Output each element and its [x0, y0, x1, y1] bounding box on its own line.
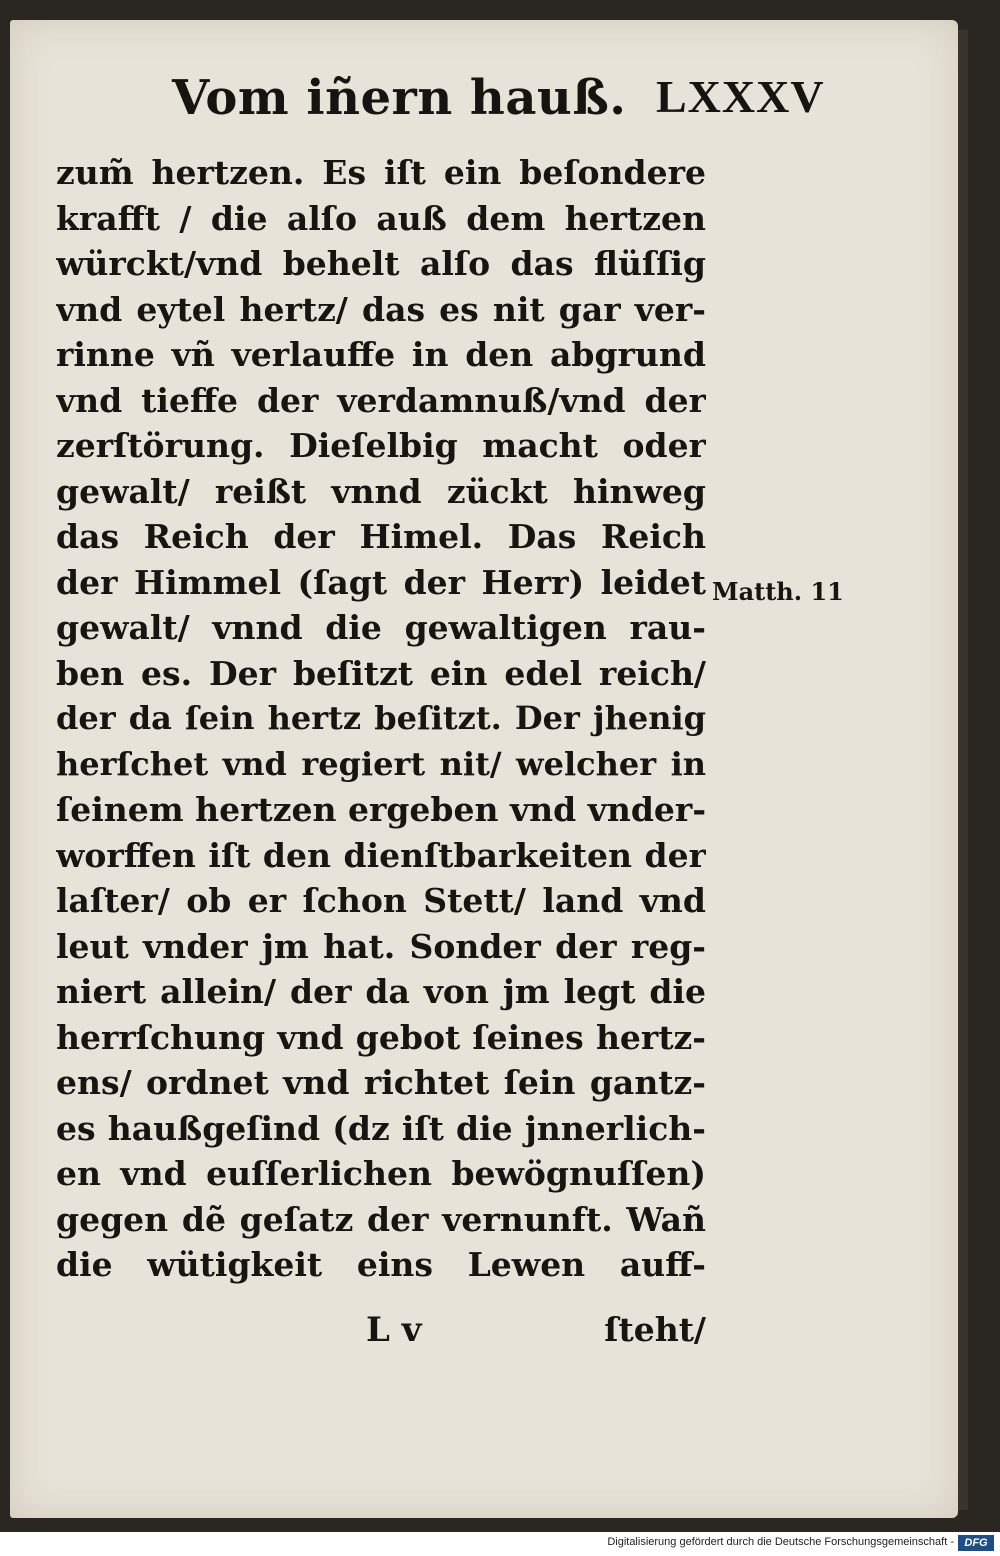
- text-line: herſchet vnd regiert nit/ welcher in: [56, 744, 706, 783]
- text-line: herrſchung vnd gebot ſeines hertz-: [56, 1017, 706, 1057]
- text-line: zerſtörung. Dieſelbig macht oder: [56, 426, 706, 465]
- text-line: würckt/vnd behelt alſo das flüſſig: [56, 244, 706, 283]
- margin-note: Matth. 11: [712, 577, 844, 606]
- running-head: Vom iñern hauß.: [172, 70, 627, 126]
- text-line: die wütigkeit eins Lewen auff-: [56, 1245, 706, 1284]
- text-line: vnd tieffe der verdamnuß/vnd der: [56, 380, 706, 420]
- folio-number: LXXXV: [656, 71, 825, 122]
- body-text: [56, 150, 706, 1288]
- credit-text: Digitalisierung gefördert durch die Deutsche Forschungsgemeinschaft -: [607, 1536, 954, 1548]
- text-line: es haußgeſind (dz iſt die jnnerlich-: [56, 1108, 706, 1148]
- text-line: worffen iſt den dienſtbarkeiten der: [56, 835, 706, 875]
- text-line: ſeinem hertzen ergeben vnd vnder-: [56, 790, 706, 829]
- text-line: vnd eytel hertz/ das es nit gar ver-: [56, 289, 706, 329]
- text-line: rinne vñ verlauffe in den abgrund: [56, 335, 706, 374]
- text-line: der da ſein hertz beſitzt. Der jhenig: [56, 699, 706, 737]
- text-line: gegen dẽ geſatz der vernunft. Wañ: [56, 1199, 706, 1239]
- text-line: krafft / die alſo auß dem hertzen: [56, 198, 706, 238]
- text-line: en vnd euſſerlichen bewögnuſſen): [56, 1154, 706, 1193]
- dfg-logo: DFG: [958, 1535, 994, 1551]
- credit-bar: [0, 1532, 1000, 1556]
- text-line: niert allein/ der da von jm legt die: [56, 972, 706, 1011]
- text-line: laſter/ ob er ſchon Stett/ land vnd: [56, 881, 706, 920]
- book-page-edge: [958, 30, 968, 1510]
- text-line: das Reich der Himel. Das Reich: [56, 517, 706, 556]
- signature-mark: L v: [366, 1310, 422, 1350]
- text-line: ben es. Der beſitzt ein edel reich/: [56, 653, 706, 693]
- text-line: ens/ ordnet vnd richtet ſein gantz-: [56, 1063, 706, 1102]
- text-line: der Himmel (ſagt der Herr) leidet: [56, 562, 706, 602]
- text-line: leut vnder jm hat. Sonder der reg-: [56, 926, 706, 966]
- page-footer: [56, 1310, 706, 1356]
- text-line: gewalt/ vnnd die gewaltigen rau-: [56, 608, 706, 647]
- text-line: gewalt/ reißt vnnd zückt hinweg: [56, 471, 706, 511]
- text-line: zum̃ hertzen. Es iſt ein beſondere: [56, 153, 706, 192]
- catchword: ſteht/: [604, 1310, 706, 1349]
